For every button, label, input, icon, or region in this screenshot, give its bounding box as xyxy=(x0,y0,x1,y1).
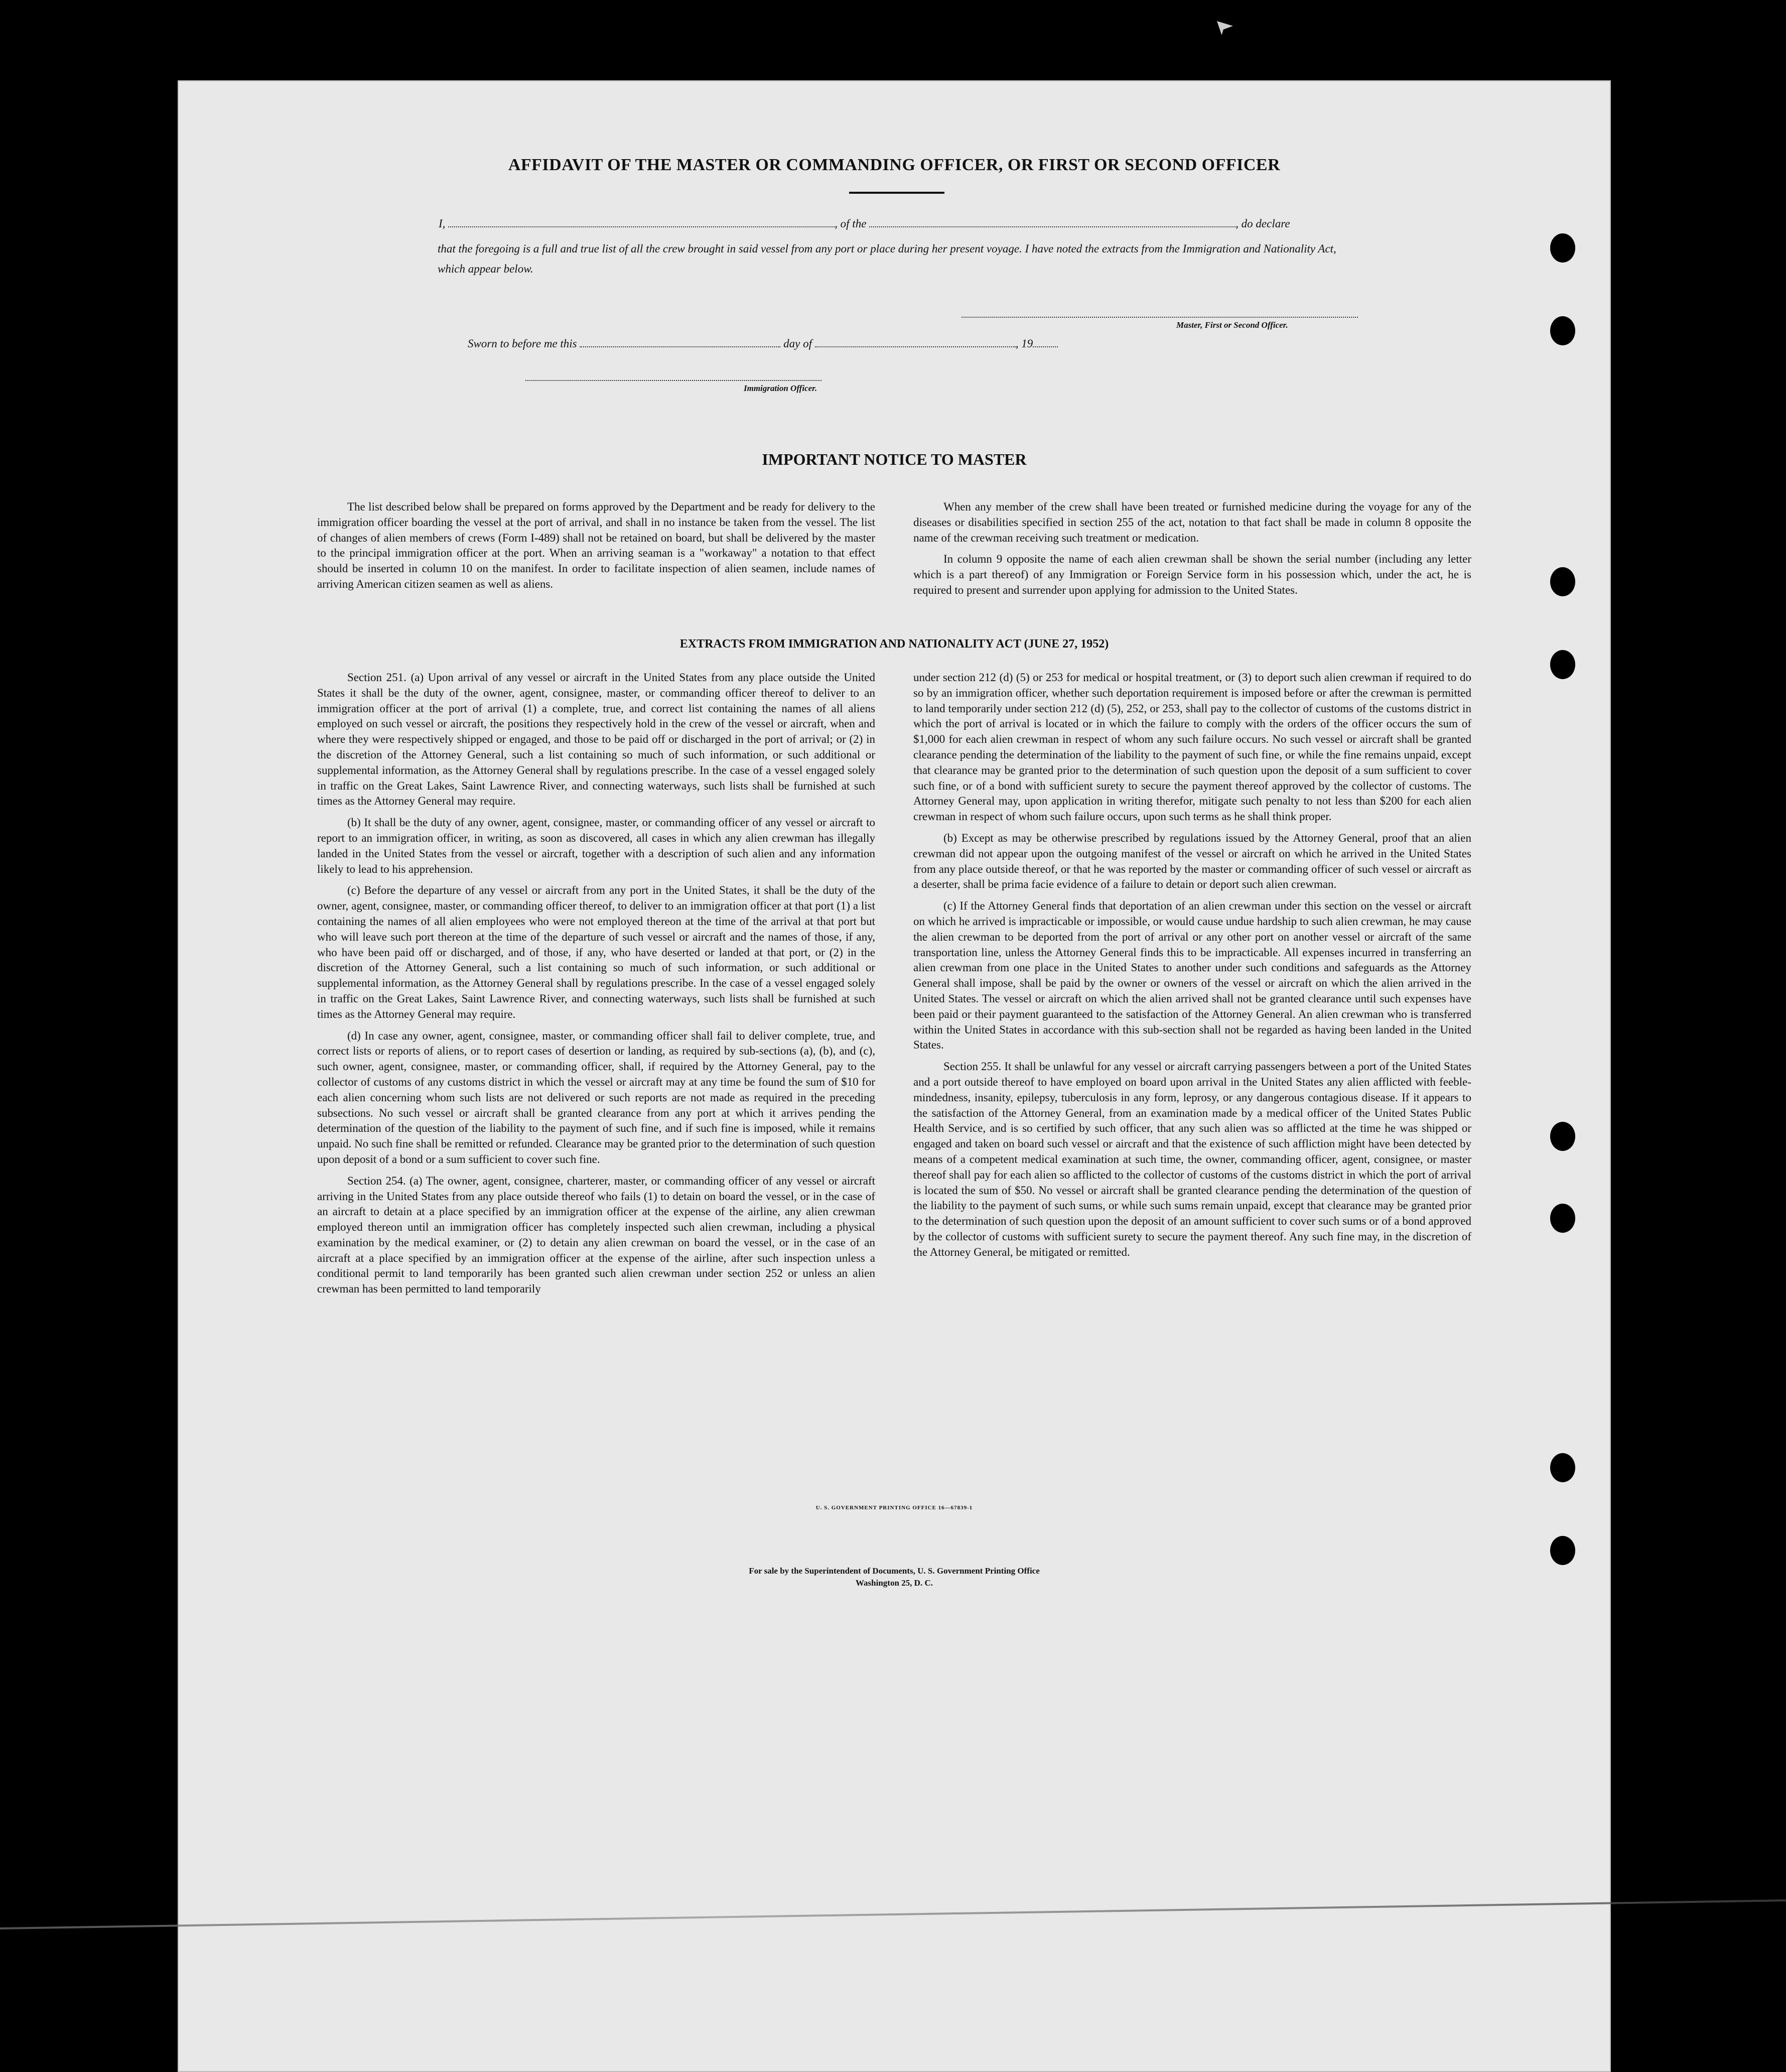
officer-caption: Immigration Officer. xyxy=(744,383,817,393)
master-signature-line[interactable] xyxy=(961,317,1358,318)
act-paragraph: under section 212 (d) (5) or 253 for medical or hospital treatment, or (3) to deport such alien crewman if required to do so by an immigration officer, whether such deportation requirement is imposed before or after the crewman is permitted to land temporarily under section 212 (d) (5), 252, or 253, shall pay to the collector of customs of the customs district in which the port of arrival is located or in which the failure to comply with the orders of the officer occurs the sum of $1,000 for each alien crewman in respect of whom any such failure occurs. No such vessel or aircraft shall be granted clearance pending the determination of the liability to the payment of such fine, or while the fine remains unpaid, except that clearance may be granted prior to the determination of such question upon the deposit of a sum sufficient to cover such fine, or of a bond with sufficient surety to secure the payment thereof approved by the collector of customs. The Attorney General may, upon application in writing therefor, mitigate such penalty to not less than $200 for each alien crewman in respect of whom such failure occurs, upon such terms as he shall think proper. xyxy=(913,671,1471,823)
notice-paragraph: In column 9 opposite the name of each alien crewman shall be shown the serial number (including any letter which is a part thereof) of any Immigration or Foreign Service form in his possession which, under the act, he is required to present and surrender upon applying for admission to the United States. xyxy=(913,553,1471,596)
notice-paragraph: The list described below shall be prepared on forms approved by the Department and be ready for delivery to the immigration officer boarding the vessel at the port of arrival, and shall in no instance be taken from the vessel. The list of changes of alien members of crews (Form I-489) shall not be retained on board, but shall be delivered by the master to the principal immigration officer at the port. When an arriving seaman is a "workaway" a notation to that effect should be inserted in column 10 on the manifest. In order to facilitate inspection of alien seamen, include names of arriving American citizen seamen as well as aliens. xyxy=(317,500,875,590)
form-page xyxy=(178,80,1611,2072)
punch-hole xyxy=(1550,650,1575,679)
declaration-text: that the foregoing is a full and true list of all the crew brought in said vessel from any port or place during her present voyage. I have noted the extracts from the Immigration and Nationality Act, which appear below. xyxy=(438,242,1336,275)
extracts-title: EXTRACTS FROM IMMIGRATION AND NATIONALITY ACT (JUNE 27, 1952) xyxy=(679,637,1109,651)
act-paragraph: (b) It shall be the duty of any owner, agent, consignee, master, or commanding officer of any vessel or aircraft to report to an immigration officer, in writing, as soon as discovered, all cases in which any alien crewman has illegally landed in the United States from the vessel or aircraft, together with a description of such alien and any information likely to lead to his apprehension. xyxy=(317,816,875,875)
sworn-line xyxy=(468,334,1321,354)
affidavit-title: AFFIDAVIT OF THE MASTER OR COMMANDING OFFICER, OR FIRST OR SECOND OFFICER xyxy=(508,156,1281,174)
punch-hole xyxy=(1550,1204,1575,1233)
declaration-line xyxy=(439,214,1347,234)
extracts-left-column xyxy=(317,670,875,1303)
vessel-field[interactable] xyxy=(869,217,1235,227)
of-the-label: , of the xyxy=(835,217,867,230)
day-of-label: day of xyxy=(783,337,812,350)
master-caption: Master, First or Second Officer. xyxy=(1176,320,1288,330)
punch-hole xyxy=(1550,233,1575,263)
act-paragraph: (b) Except as may be otherwise prescribed by regulations issued by the Attorney General, proof that an alien crewman did not appear upon the outgoing manifest of the vessel or aircraft on which he arrived in the United States from any place outside thereof, or that he was reported by the master or commanding officer of such vessel or aircraft as a deserter, shall be prima facie evidence of a failure to detain or deport such alien crewman. xyxy=(913,831,1471,891)
sale-notice xyxy=(178,1565,1611,1589)
sale-line-2: Washington 25, D. C. xyxy=(856,1578,933,1588)
punch-hole xyxy=(1550,1453,1575,1482)
sale-line-1: For sale by the Superintendent of Documents, U. S. Government Printing Office xyxy=(749,1566,1040,1576)
notice-left-column xyxy=(317,499,875,598)
punch-hole xyxy=(1550,1122,1575,1151)
act-paragraph: Section 254. (a) The owner, agent, consignee, charterer, master, or commanding officer of any vessel or aircraft arriving in the United States from any place outside thereof who fails (1) to detain on board the vessel, or in the case of an aircraft to detain at a place specified by an immigration officer at the expense of the airline, any alien crewman employed thereon until an immigration officer has completely inspected such alien crewman, including a physical examination by the medical examiner, or (2) to detain any alien crewman on board the vessel, or in the case of an aircraft at a place specified by an immigration officer at the expense of the airline, after such inspection unless a conditional permit to land temporarily has been granted such alien crewman under section 252 or unless an alien crewman has been permitted to land temporarily xyxy=(317,1174,875,1296)
act-paragraph: Section 255. It shall be unlawful for any vessel or aircraft carrying passengers between a port of the United States and a port outside thereof to have employed on board upon arrival in the United States any alien afflicted with feeble-mindedness, insanity, epilepsy, tuberculosis in any form, leprosy, or any dangerous contagious disease. If it appears to the satisfaction of the Attorney General, from an examination made by a medical officer of the United States Public Health Service, and is so certified by such officer, that any such alien was so afflicted at the time he was shipped or engaged and taken on board such vessel or aircraft and that the existence of such affliction might have been detected by means of a competent medical examination at such time, the owner, commanding officer, agent, consignee, or master thereof shall pay for each alien so afflicted to the collector of customs of the customs district in which the port of arrival is located the sum of $50. No vessel or aircraft shall be granted clearance pending the determination of the question of the liability to the payment of such sums, or while such sums remain unpaid, except that clearance may be granted prior to the determination of such question upon the deposit of an amount sufficient to cover such sums or of a bond approved by the collector of customs with sufficient surety to secure the payment thereof. Any such fine may, in the discretion of the Attorney General, be mitigated or remitted. xyxy=(913,1060,1471,1258)
name-field[interactable] xyxy=(448,217,835,227)
punch-hole xyxy=(1550,1536,1575,1565)
sworn-month-field[interactable] xyxy=(815,337,1016,347)
i-label: I, xyxy=(439,217,446,230)
do-declare-label: , do declare xyxy=(1235,217,1290,230)
act-paragraph: (c) Before the departure of any vessel or aircraft from any port in the United States, it shall be the duty of the owner, agent, consignee, master, or commanding officer thereof, to deliver to an immigration officer at that port (1) a list containing the names of all alien employees who were not employed thereon at the time of the arrival at that port but who will leave such port thereon at the time of the departure of such vessel or aircraft and the names of those, if any, who have been paid off or discharged, and of those, if any, who have deserted or landed at that port, or (2) in the discretion of the Attorney General, such a list containing so much of such information, or such additional or supplemental information, as the Attorney General shall by regulations prescribe. In the case of a vessel engaged solely in traffic on the Great Lakes, Saint Lawrence River, and connecting waterways, such lists shall be furnished at such times as the Attorney General may require. xyxy=(317,884,875,1020)
notice-right-column xyxy=(913,499,1471,604)
notice-title: IMPORTANT NOTICE TO MASTER xyxy=(762,450,1027,468)
punch-hole xyxy=(1550,567,1575,596)
sworn-day-field[interactable] xyxy=(580,337,780,347)
sworn-label: Sworn to before me this xyxy=(468,337,577,350)
year-label: , 19 xyxy=(1015,337,1033,350)
act-paragraph: (c) If the Attorney General finds that deportation of an alien crewman under this section on the vessel or aircraft on which he arrived is impracticable or impossible, or would cause undue hardship to such alien crewman, he may cause the alien crewman to be deported from the port of arrival or any other port on another vessel or aircraft of the same transportation line, unless the Attorney General finds this to be impracticable. All expenses incurred in transferring an alien crewman from one place in the United States to another under such conditions and safeguards as the Attorney General shall impose, shall be paid by the owner or owners of the vessel or aircraft on which the alien arrived in the United States. The vessel or aircraft on which the alien arrived shall not be granted clearance until such expenses have been paid or their payment guaranteed to the satisfaction of the Attorney General. An alien crewman who is transferred within the United States in accordance with this sub-section shall not be regarded as having been landed in the United States. xyxy=(913,899,1471,1052)
act-paragraph: Section 251. (a) Upon arrival of any vessel or aircraft in the United States from any place outside the United States it shall be the duty of the owner, agent, consignee, master, or commanding officer thereof to deliver to an immigration officer at the port of arrival (1) a complete, true, and correct list containing the names of all aliens employed on such vessel or aircraft, the positions they respectively hold in the crew of the vessel or aircraft, when and where they were respectively shipped or engaged, and those to be paid off or discharged in the port of arrival; or (2) in the discretion of the Attorney General, such a list containing so much of such information, or such additional or supplemental information, as the Attorney General shall by regulations prescribe. In the case of a vessel engaged solely in traffic on the Great Lakes, Saint Lawrence River, and connecting waterways, such lists shall be furnished at such times as the Attorney General may require. xyxy=(317,671,875,808)
extracts-right-column xyxy=(913,670,1471,1266)
gpo-code: U. S. GOVERNMENT PRINTING OFFICE 16—67839-1 xyxy=(815,1505,973,1511)
act-paragraph: (d) In case any owner, agent, consignee, master, or commanding officer shall fail to deliver complete, true, and correct lists or reports of aliens, or to report cases of desertion or landing, as required by sub-sections (a), (b), and (c), such owner, agent, consignee, master, or commanding officer, shall, if required by the Attorney General, pay to the collector of customs of any customs district in which the vessel or aircraft may at any time be found the sum of $10 for each alien concerning whom such lists are not delivered or such reports are not made as required in the preceding subsections. No such vessel or aircraft shall be granted clearance from any port at which it arrives pending the determination of the question of the liability to the payment of such fine, and if such fine is imposed, while it remains unpaid. No such fine shall be remitted or refunded. Clearance may be granted prior to the determination of such question upon deposit of a bond or a sum sufficient to cover such fine. xyxy=(317,1029,875,1166)
sworn-year-field[interactable] xyxy=(1033,337,1058,347)
punch-hole xyxy=(1550,316,1575,345)
officer-signature-line[interactable] xyxy=(525,380,821,381)
scan-mark xyxy=(1217,21,1233,35)
notice-paragraph: When any member of the crew shall have been treated or furnished medicine during the voyage for any of the diseases or disabilities specified in section 255 of the act, notation to that fact shall be made in column 8 opposite the name of the crewman receiving such treatment or medication. xyxy=(913,500,1471,544)
title-rule xyxy=(849,192,944,194)
